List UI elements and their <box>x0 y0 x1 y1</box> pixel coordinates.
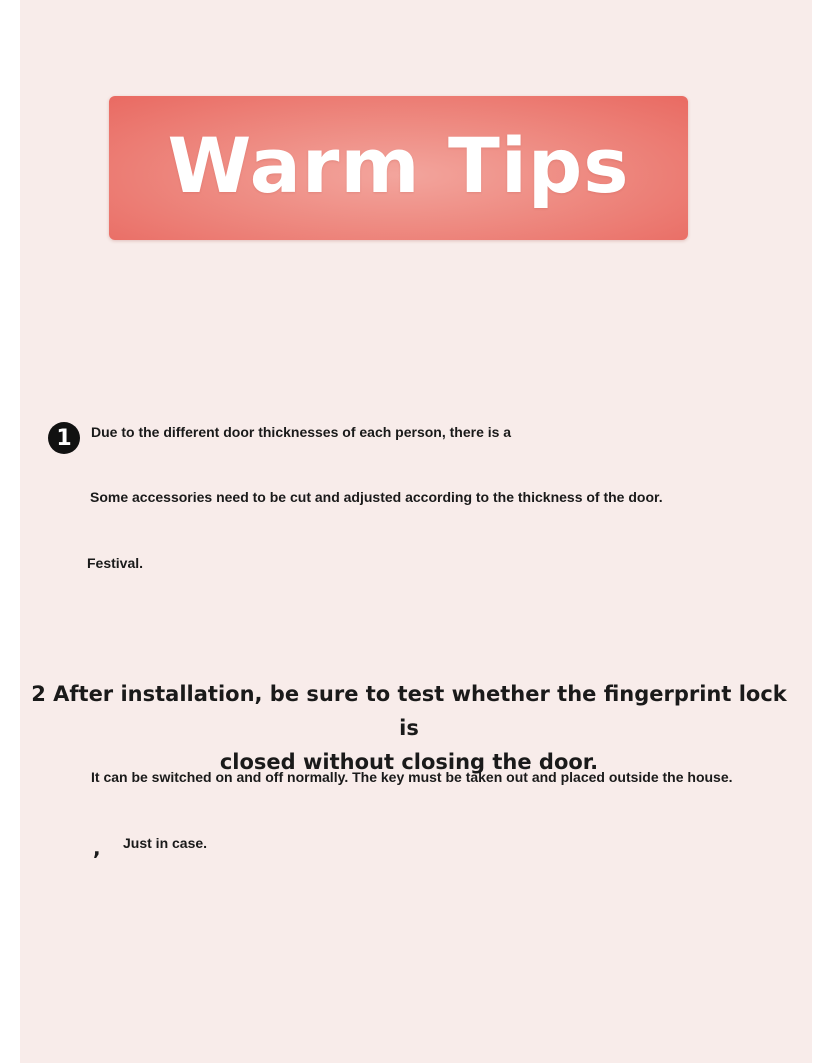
tip1-line1: Due to the different door thicknesses of each person, there is a <box>91 424 512 440</box>
tip2-heading-line1: 2 After installation, be sure to test whether the fingerprint lock is <box>31 682 787 740</box>
tip2-line1: It can be switched on and off normally. The key must be taken out and placed outside the house. <box>91 769 733 785</box>
tip2-comma: , <box>93 836 101 860</box>
tip2-heading-line2: closed without closing the door. <box>219 750 599 774</box>
number-one-badge-icon: 1 <box>48 422 80 454</box>
tips-page <box>20 0 812 1063</box>
banner-title: Warm Tips <box>167 121 630 210</box>
warm-tips-banner <box>109 96 688 240</box>
tip1-line3: Festival. <box>87 555 144 571</box>
tip2-heading <box>20 677 798 779</box>
tip2-line2: Just in case. <box>123 835 208 851</box>
tip1-line2: Some accessories need to be cut and adjusted according to the thickness of the door. <box>90 489 663 505</box>
